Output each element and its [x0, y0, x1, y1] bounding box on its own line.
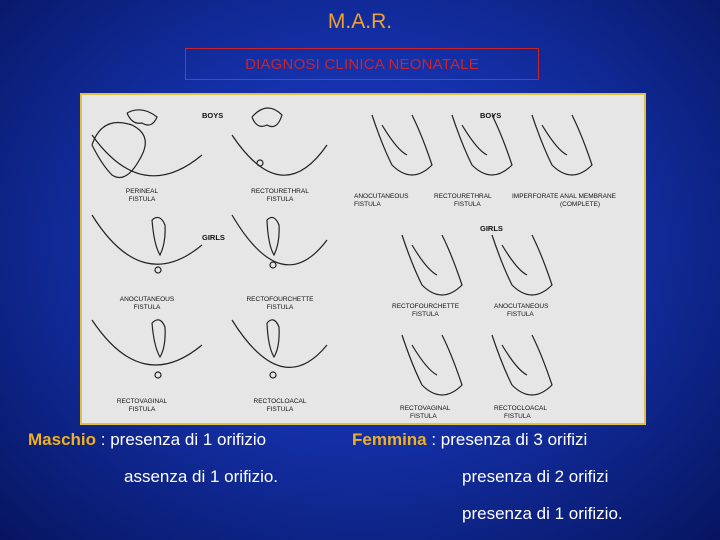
male-term: Maschio	[28, 430, 97, 449]
diagram-panel	[80, 93, 646, 425]
right-boys-heading: BOYS	[480, 111, 502, 120]
left-label-5a: RECTOVAGINAL	[116, 398, 168, 405]
left-label-5b: FISTULA	[128, 406, 156, 413]
left-label-4b: FISTULA	[266, 304, 294, 311]
left-label-3a: ANOCUTANEOUS	[119, 296, 175, 303]
right-label-7a: RECTOCLOACAL	[494, 405, 547, 412]
right-label-2b: FISTULA	[454, 201, 481, 208]
left-label-1a: PERINEAL	[125, 188, 159, 195]
subtitle-box	[185, 48, 539, 80]
right-girls-heading: GIRLS	[480, 224, 503, 233]
perineal-fistula-drawing	[92, 123, 145, 178]
female-line1: : presenza di 3 orifizi	[426, 430, 588, 449]
right-label-1b: FISTULA	[354, 201, 381, 208]
female-caption-line1	[352, 430, 587, 450]
right-label-6a: RECTOVAGINAL	[400, 405, 451, 412]
right-label-5b: FISTULA	[507, 311, 534, 318]
male-caption-line1	[28, 430, 266, 450]
left-label-2a: RECTOURETHRAL	[251, 188, 309, 195]
right-label-3b: (COMPLETE)	[560, 201, 601, 208]
left-label-4a: RECTOFOURCHETTE	[246, 296, 314, 303]
right-label-6b: FISTULA	[410, 413, 437, 420]
diagram-illustration	[82, 95, 644, 423]
right-label-1a: ANOCUTANEOUS	[354, 193, 409, 200]
left-label-3b: FISTULA	[133, 304, 161, 311]
right-label-7b: FISTULA	[504, 413, 531, 420]
right-label-2a: RECTOURETHRAL	[434, 193, 492, 200]
female-line3: presenza di 1 orifizio.	[462, 504, 623, 523]
left-perineum-diagrams	[92, 108, 327, 378]
right-label-3a: IMPERFORATE ANAL MEMBRANE	[512, 193, 617, 200]
slide-title: M.A.R.	[327, 10, 393, 33]
left-label-6b: FISTULA	[266, 406, 294, 413]
left-girls-heading: GIRLS	[202, 233, 225, 242]
left-label-2b: FISTULA	[266, 196, 294, 203]
female-term: Femmina	[352, 430, 427, 449]
right-label-4a: RECTOFOURCHETTE	[392, 303, 460, 310]
female-line2: presenza di 2 orifizi	[462, 467, 609, 486]
right-label-5a: ANOCUTANEOUS	[494, 303, 549, 310]
right-sagittal-diagrams	[372, 115, 592, 395]
male-line1: : presenza di 1 orifizio	[96, 430, 267, 449]
left-label-6a: RECTOCLOACAL	[253, 398, 307, 405]
male-line2: assenza di 1 orifizio.	[124, 467, 279, 486]
left-boys-heading: BOYS	[202, 111, 224, 120]
subtitle-text: DIAGNOSI CLINICA NEONATALE	[245, 55, 479, 73]
left-label-1b: FISTULA	[128, 196, 156, 203]
right-label-4b: FISTULA	[412, 311, 439, 318]
